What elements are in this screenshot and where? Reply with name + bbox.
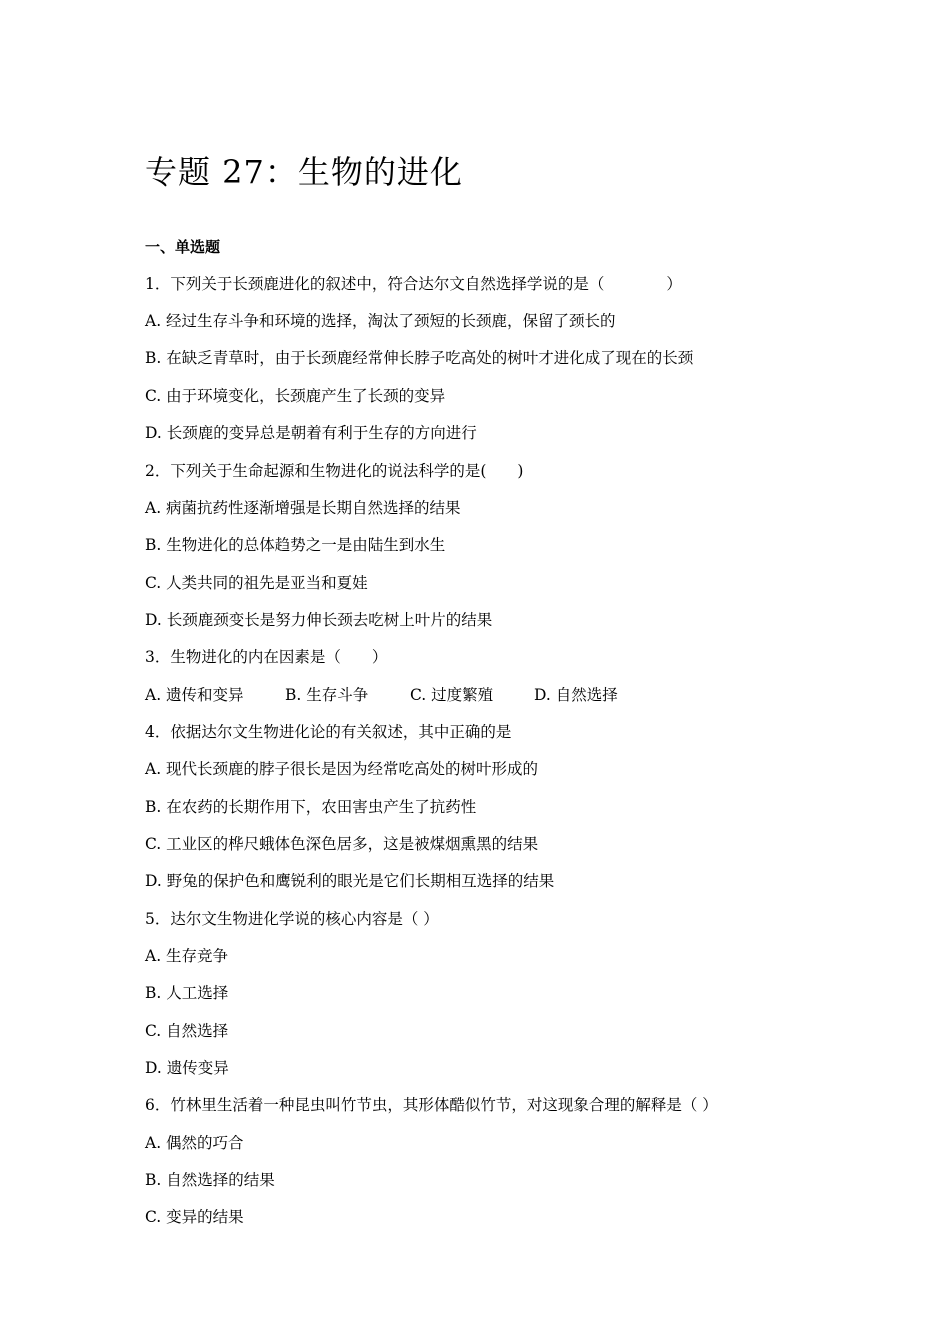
question-6-option-a: A. 偶然的巧合	[145, 1134, 244, 1152]
question-3-options	[145, 684, 618, 706]
question-3-stem: 3．生物进化的内在因素是（ ）	[145, 648, 388, 666]
question-6-stem: 6．竹林里生活着一种昆虫叫竹节虫，其形体酷似竹节，对这现象合理的解释是（ ）	[145, 1096, 718, 1114]
question-5-option-c: C. 自然选择	[145, 1022, 229, 1040]
question-2-stem: 2．下列关于生命起源和生物进化的说法科学的是( )	[145, 462, 524, 480]
question-3-option-b: B. 生存斗争	[285, 686, 369, 704]
question-1-option-d: D. 长颈鹿的变异总是朝着有利于生存的方向进行	[145, 424, 477, 442]
question-3-option-c: C. 过度繁殖	[410, 686, 494, 704]
question-4-stem: 4．依据达尔文生物进化论的有关叙述，其中正确的是	[145, 723, 512, 741]
section-heading: 一、单选题	[145, 238, 221, 256]
question-1-option-c: C. 由于环境变化，长颈鹿产生了长颈的变异	[145, 387, 446, 405]
question-5-stem: 5．达尔文生物进化学说的核心内容是（ ）	[145, 910, 439, 928]
question-6-option-c: C. 变异的结果	[145, 1208, 244, 1226]
question-1-option-a: A. 经过生存斗争和环境的选择，淘汰了颈短的长颈鹿，保留了颈长的	[145, 312, 616, 330]
question-4-option-c: C. 工业区的桦尺蛾体色深色居多，这是被煤烟熏黑的结果	[145, 835, 539, 853]
question-4-option-d: D. 野兔的保护色和鹰锐利的眼光是它们长期相互选择的结果	[145, 872, 555, 890]
question-3-option-d: D. 自然选择	[534, 686, 618, 704]
question-2-option-d: D. 长颈鹿颈变长是努力伸长颈去吃树上叶片的结果	[145, 611, 493, 629]
page-title: 专题 27：生物的进化	[145, 153, 463, 191]
question-2-option-c: C. 人类共同的祖先是亚当和夏娃	[145, 574, 368, 592]
question-3-option-a: A. 遗传和变异	[145, 686, 244, 704]
question-4-option-a: A. 现代长颈鹿的脖子很长是因为经常吃高处的树叶形成的	[145, 760, 539, 778]
question-2-option-a: A. 病菌抗药性逐渐增强是长期自然选择的结果	[145, 499, 461, 517]
question-6-option-b: B. 自然选择的结果	[145, 1171, 275, 1189]
question-2-option-b: B. 生物进化的总体趋势之一是由陆生到水生	[145, 536, 446, 554]
question-4-option-b: B. 在农药的长期作用下，农田害虫产生了抗药性	[145, 798, 477, 816]
question-5-option-a: A. 生存竞争	[145, 947, 229, 965]
question-1-stem: 1．下列关于长颈鹿进化的叙述中，符合达尔文自然选择学说的是（ ）	[145, 275, 682, 293]
question-1-option-b: B. 在缺乏青草时，由于长颈鹿经常伸长脖子吃高处的树叶才进化成了现在的长颈	[145, 349, 694, 367]
question-5-option-d: D. 遗传变异	[145, 1059, 229, 1077]
question-5-option-b: B. 人工选择	[145, 984, 229, 1002]
